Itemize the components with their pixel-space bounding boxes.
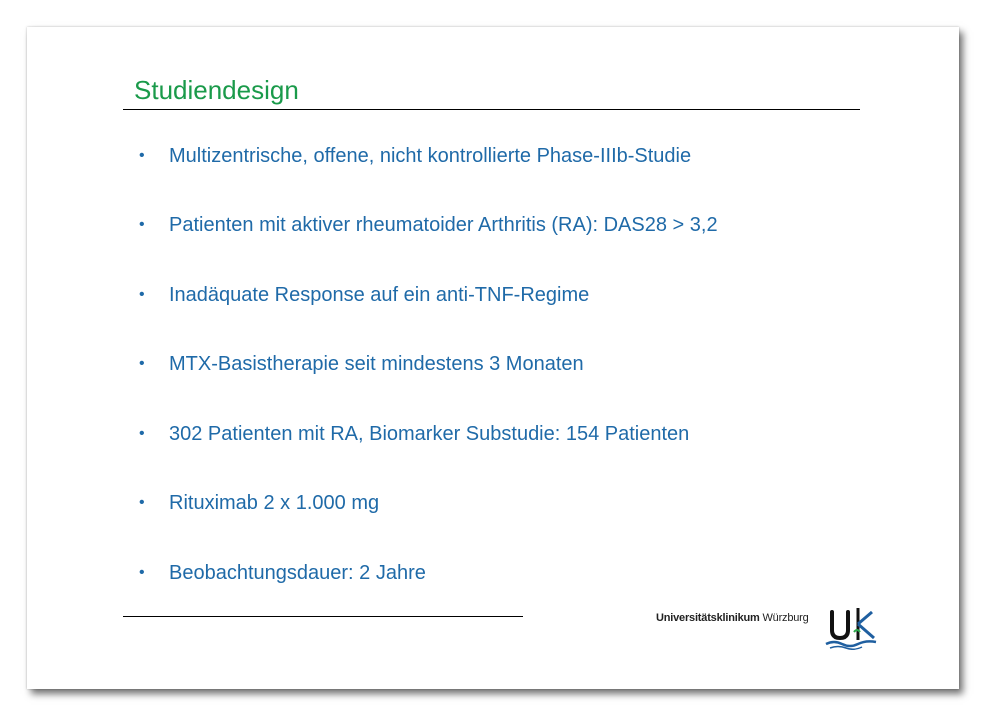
bullet-text: 302 Patienten mit RA, Biomarker Substudie: 154 Patienten	[169, 423, 690, 445]
bullet-glyph: •	[139, 494, 145, 511]
bullet-text: Multizentrische, offene, nicht kontrollierte Phase-IIIb-Studie	[169, 145, 692, 167]
bullet-glyph: •	[139, 355, 145, 372]
institution-city: Würzburg	[762, 612, 809, 624]
bullet-glyph: •	[139, 286, 145, 303]
footer-divider	[123, 616, 523, 617]
bullet-glyph: •	[139, 564, 145, 581]
bullet-text: Beobachtungsdauer: 2 Jahre	[169, 562, 426, 584]
bullet-glyph: •	[139, 147, 145, 164]
bullet-glyph: •	[139, 425, 145, 442]
ukw-logo-icon	[824, 602, 880, 650]
bullet-text: Patienten mit aktiver rheumatoider Arthritis (RA): DAS28 > 3,2	[169, 214, 718, 236]
institution-name	[656, 612, 809, 624]
slide-title: Studiendesign	[134, 75, 299, 105]
bullet-text: Inadäquate Response auf ein anti-TNF-Regime	[169, 284, 590, 306]
bullet-glyph: •	[139, 216, 145, 233]
slide	[27, 27, 959, 689]
bullet-text: Rituximab 2 x 1.000 mg	[169, 492, 380, 514]
title-divider	[123, 109, 860, 110]
bullet-text: MTX-Basistherapie seit mindestens 3 Monaten	[169, 353, 584, 375]
institution-name-bold: Universitätsklinikum	[656, 612, 760, 624]
